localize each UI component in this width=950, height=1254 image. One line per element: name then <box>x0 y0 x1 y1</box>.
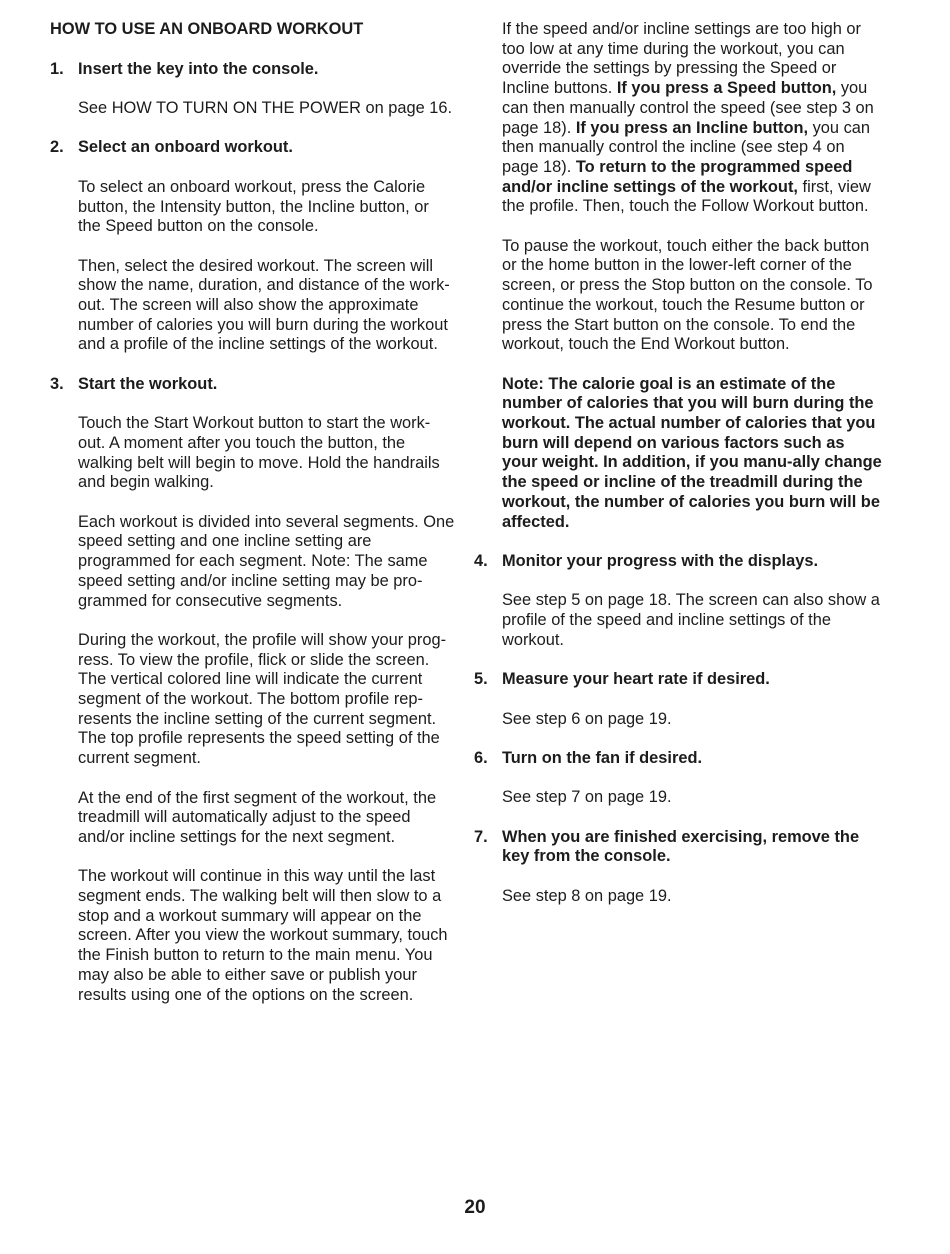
section-heading: HOW TO USE AN ONBOARD WORKOUT <box>50 20 364 38</box>
step-title: Start the workout. <box>78 374 218 393</box>
step-6 <box>474 749 884 769</box>
step-4-paragraph: See step 5 on page 18. The screen can also show a profile of the speed and incline settings of the workout. <box>502 591 880 649</box>
override-text-c: you can then manually control the speed (see step 3 on page 18). <box>502 79 874 137</box>
override-paragraph <box>502 20 884 217</box>
override-text-g: first, view the profile. Then, touch the Follow Workout button. <box>502 177 871 216</box>
step-number: 3. <box>50 374 64 393</box>
step-title: When you are finished exercising, remove the key from the console. <box>502 827 860 866</box>
step-2 <box>50 138 456 158</box>
override-text-f: To return to the programmed speed and/or incline settings of the workout, <box>502 157 853 196</box>
step-2-paragraph-2: Then, select the desired workout. The screen will show the name, duration, and distance of the work-out. The screen will also show the approximate number of calories you will burn during the workout and a profile of the incline settings of the workout. <box>78 256 450 354</box>
step-6-paragraph: See step 7 on page 19. <box>502 788 672 807</box>
step-7-paragraph: See step 8 on page 19. <box>502 886 672 905</box>
step-5 <box>474 670 884 690</box>
step-title: Measure your heart rate if desired. <box>502 670 770 689</box>
step-3-paragraph-5: The workout will continue in this way until the last segment ends. The walking belt will then slow to a stop and a workout summary will appear on the screen. After you view the workout summary, touch the Finish button to return to the main menu. You may also be able to either save or publish your results using one of the options on the screen. <box>78 867 448 1004</box>
step-3 <box>50 375 456 395</box>
step-number: 2. <box>50 138 64 157</box>
step-title: Insert the key into the console. <box>78 59 319 78</box>
override-text-e: you can then manually control the incline (see step 4 on page 18). <box>502 118 871 176</box>
step-title: Select an onboard workout. <box>78 138 293 157</box>
step-3-paragraph-4: At the end of the first segment of the workout, the treadmill will automatically adjust to the speed and/or incline settings for the next segment. <box>78 788 437 846</box>
step-2-paragraph-1: To select an onboard workout, press the Calorie button, the Intensity button, the Incline button, or the Speed button on the console. <box>78 177 429 236</box>
step-number: 1. <box>50 59 64 78</box>
calorie-note: Note: The calorie goal is an estimate of the number of calories that you will burn during the workout. The actual number of calories that you burn will depend on various factors such as your weight. In addition, if you manu-ally change the speed or incline of the treadmill during the workout, the number of calories you burn will be affected. <box>502 374 882 531</box>
step-title: Turn on the fan if desired. <box>502 748 703 767</box>
step-5-paragraph: See step 6 on page 19. <box>502 709 672 728</box>
right-column <box>474 20 884 926</box>
step-number: 6. <box>474 748 488 767</box>
step-3-paragraph-3: During the workout, the profile will show your prog-ress. To view the profile, flick or slide the screen. The vertical colored line will indicate the current segment of the workout. The bottom profile rep-resents the incline setting of the current segment. The top profile represents the speed setting of the current segment. <box>78 630 447 768</box>
left-column <box>50 20 456 1025</box>
step-number: 4. <box>474 551 488 570</box>
step-7 <box>474 828 884 867</box>
step-number: 5. <box>474 670 488 689</box>
step-4 <box>474 552 884 572</box>
step-3-paragraph-1: Touch the Start Workout button to start the work-out. A moment after you touch the button, the walking belt will begin to move. Hold the handrails and begin walking. <box>78 414 440 492</box>
step-title: Monitor your progress with the displays. <box>502 551 819 570</box>
step-1 <box>50 60 456 80</box>
step-number: 7. <box>474 827 488 846</box>
pause-paragraph: To pause the workout, touch either the back button or the home button in the lower-left corner of the screen, or press the Stop button on the console. To continue the workout, touch the Resume button or press the Start button on the console. To end the workout, touch the End Workout button. <box>502 236 873 354</box>
step-3-paragraph-2: Each workout is divided into several segments. One speed setting and one incline setting are programmed for each segment. Note: The same speed setting and/or incline setting may be pro-grammed for consecutive segments. <box>78 512 455 610</box>
override-text-d: If you press an Incline button, <box>575 118 809 137</box>
step-1-paragraph: See HOW TO TURN ON THE POWER on page 16. <box>78 99 453 118</box>
override-text-b: If you press a Speed button, <box>616 79 837 98</box>
page-number: 20 <box>464 1197 486 1218</box>
override-text-a: If the speed and/or incline settings are too high or too low at any time during the workout, you can override the settings by pressing the Speed or Incline buttons. <box>502 20 862 98</box>
